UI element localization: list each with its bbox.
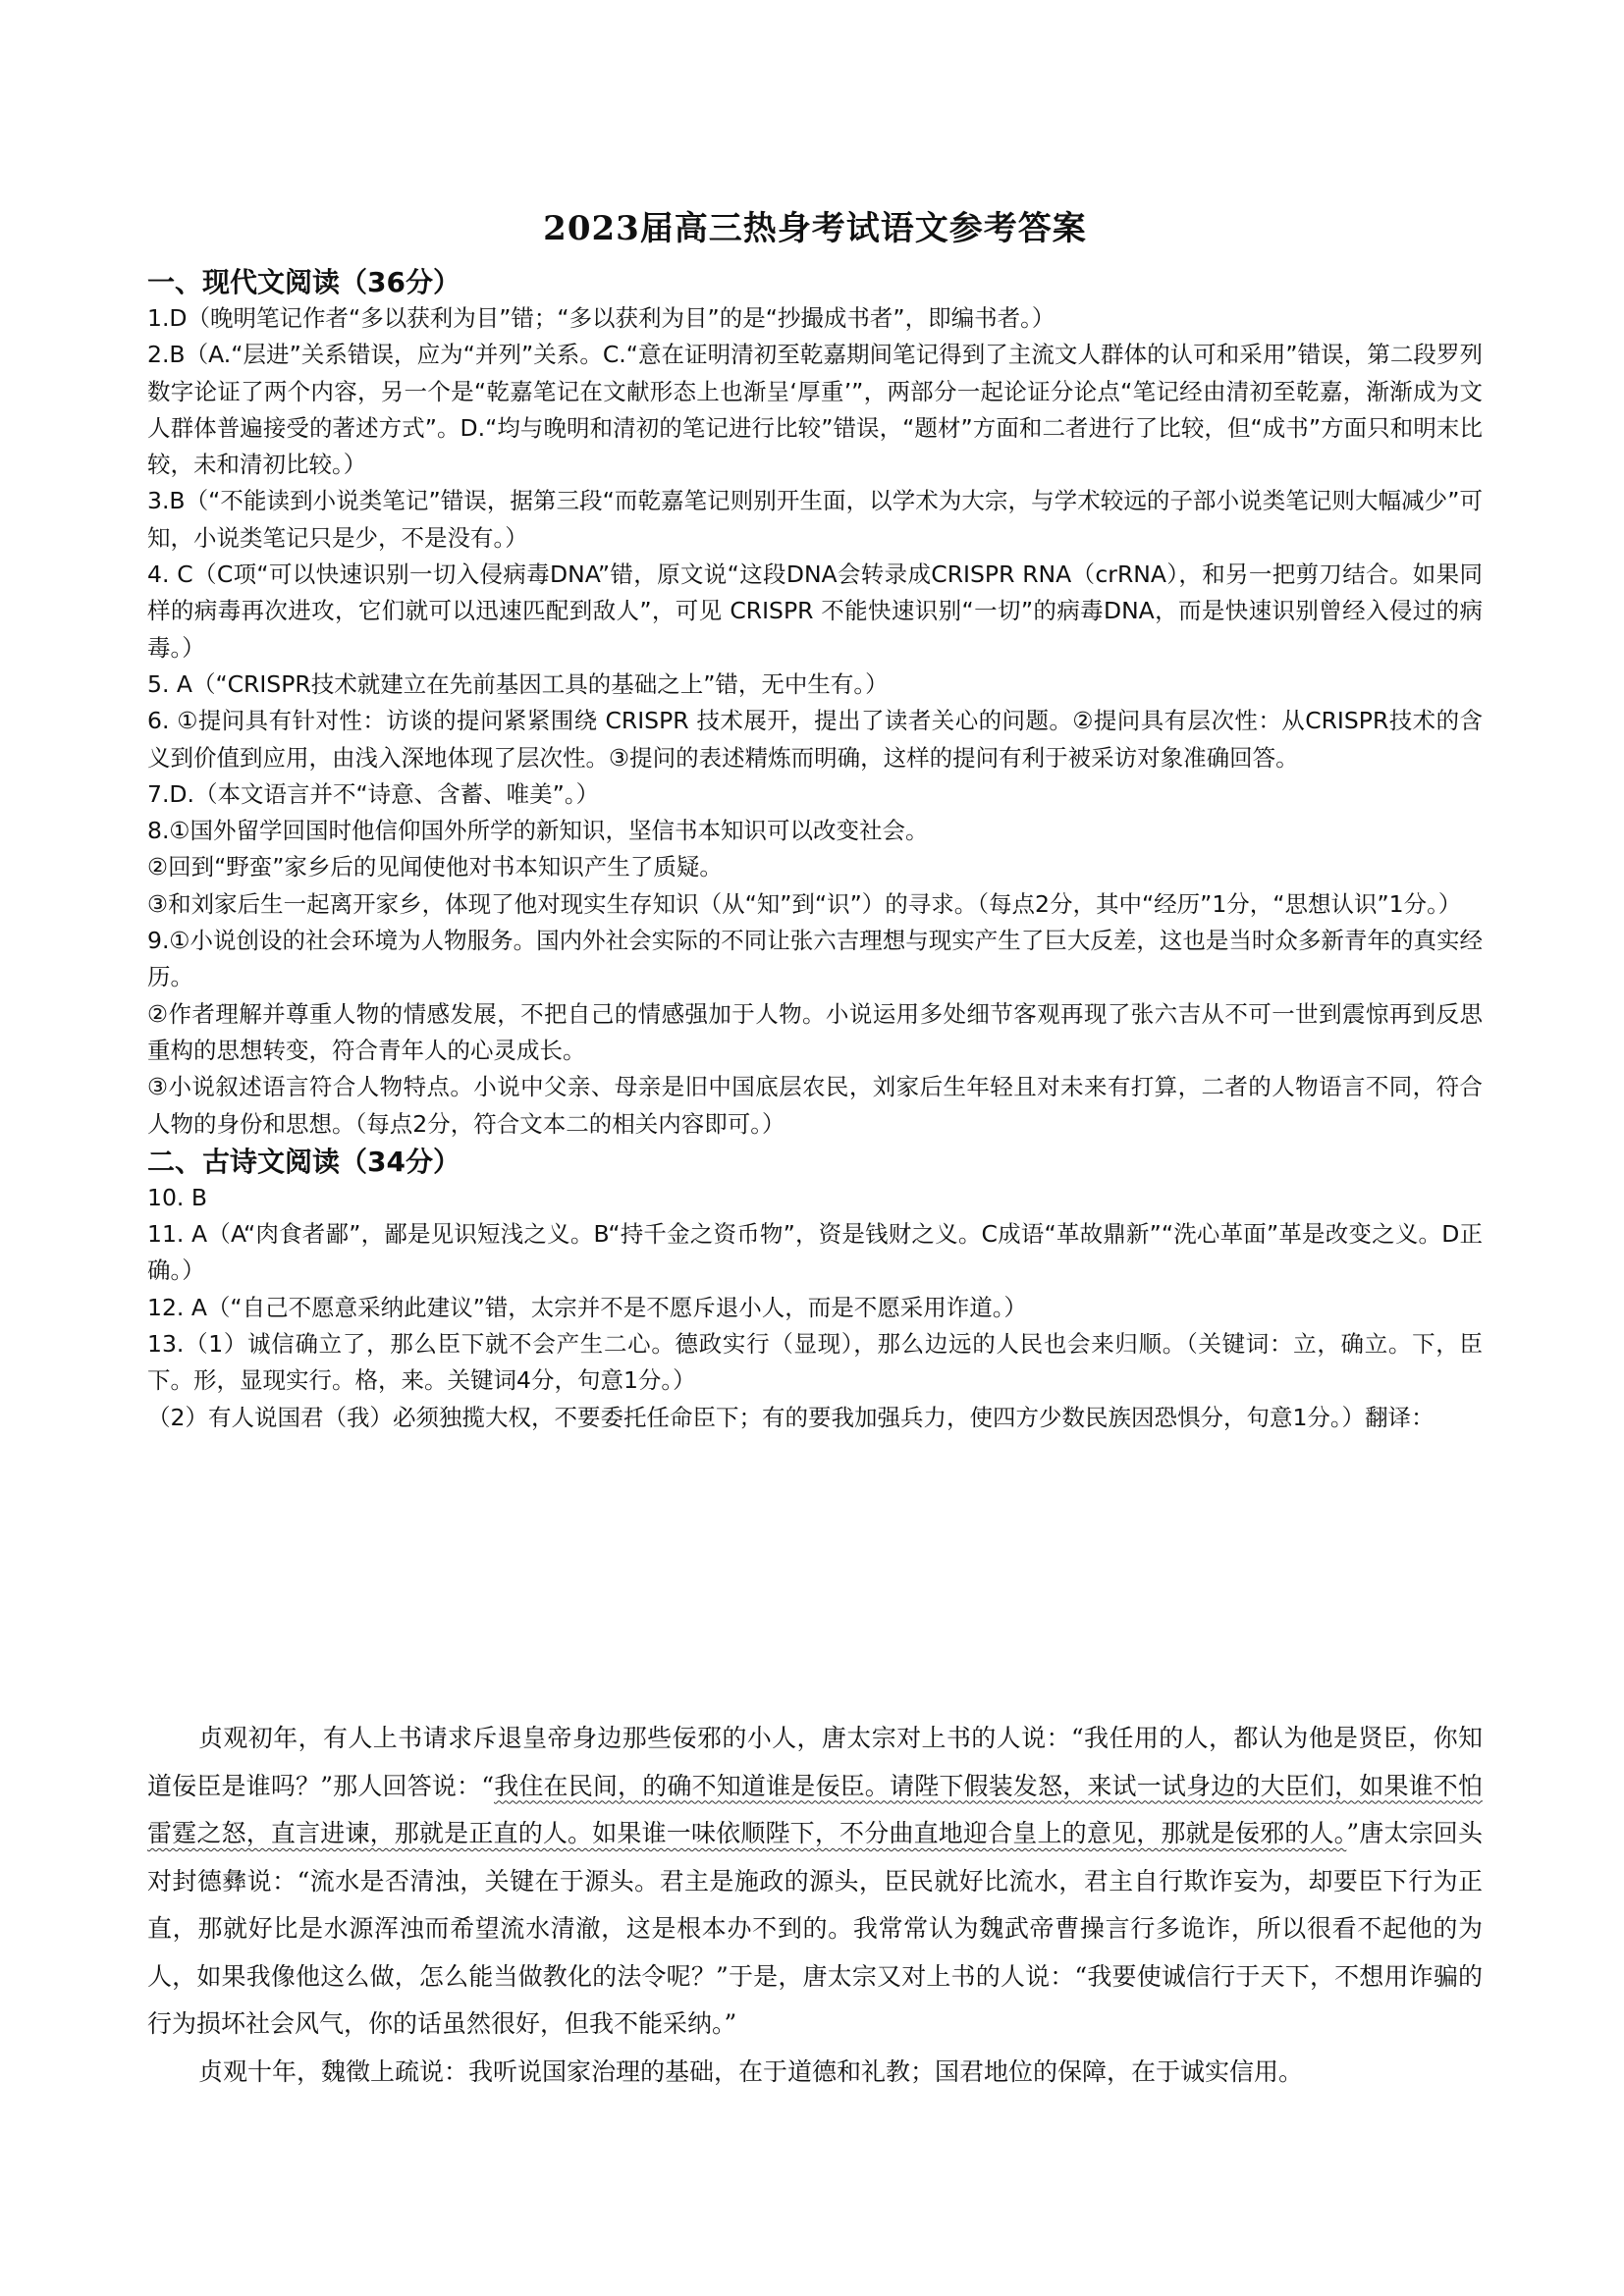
answer-item-4: 4. C（C项“可以快速识别一切入侵病毒DNA”错，原文说“这段DNA会转录成CRISPR RNA（crRNA），和另一把剪刀结合。如果同样的病毒再次进攻，它们就可以迅速匹配到敌人”，可见 CRISPR 不能快速识别“一切”的病毒DNA，而是快速识别曾经入侵过的病毒。） <box>147 561 1483 662</box>
answer-item-1: 1.D（晚明笔记作者“多以获利为目”错；“多以获利为目”的是“抄撮成书者”，即编书者。） <box>147 304 1056 332</box>
section-heading-modern-reading: 一、现代文阅读（36分） <box>147 266 460 298</box>
answer-item-2: 2.B（A.“层进”关系错误，应为“并列”关系。C.“意在证明清初至乾嘉期间笔记得到了主流文人群体的认可和采用”错误，第二段罗列数字论证了两个内容，另一个是“乾嘉笔记在文献形态上也渐呈‘厚重’”，两部分一起论证分论点“笔记经由清初至乾嘉，渐渐成为文人群体普遍接受的著述方式”。D.“均与晚明和清初的笔记进行比较”错误，“题材”方面和二者进行了比较，但“成书”方面只和明末比较，未和清初比较。） <box>147 341 1483 479</box>
translation-text-1a: 贞观初年，有人上书请求斥退皇帝身边那些佞邪的小人，唐太宗对上书的人说：“我任用的人，都认为他是贤臣，你知道佞臣是谁吗？”那人回答说：“ <box>147 1724 1483 1800</box>
answer-document <box>147 201 1483 1436</box>
answer-item-9-point-3: ③小说叙述语言符合人物特点。小说中父亲、母亲是旧中国底层农民，刘家后生年轻且对未来有打算，二者的人物语言不同，符合人物的身份和思想。（每点2分，符合文本二的相关内容即可。） <box>147 1073 1483 1138</box>
answer-item-8-point-1: 8.①国外留学回国时他信仰国外所学的新知识，坚信书本知识可以改变社会。 <box>147 817 929 845</box>
translation-underlined-text: 我住在民间，的确不知道谁是佞臣。请陛下假装发怒，来试一试身边的大臣们，如果谁不怕雷霆之怒，直言进谏，那就是正直的人。如果谁一味依顺陛下，不分曲直地迎合皇上的意见，那就是佞邪的人。 <box>147 1771 1483 1847</box>
answer-item-11: 11. A（A“肉食者鄙”，鄙是见识短浅之义。B“持千金之资币物”，资是钱财之义。C成语“革故鼎新”“洗心革面”革是改变之义。D正确。） <box>147 1220 1483 1285</box>
answer-item-13-part-2: （2）有人说国君（我）必须独揽大权，不要委托任命臣下；有的要我加强兵力，使四方少数民族因恐惧分，句意1分。）翻译： <box>147 1403 1435 1431</box>
section-modern-reading <box>147 265 1483 1143</box>
translation-paragraph-1 <box>147 1715 1483 2049</box>
section-classical-reading <box>147 1145 1483 1436</box>
section-heading-classical-reading: 二、古诗文阅读（34分） <box>147 1145 460 1178</box>
translation-section <box>147 1715 1483 2096</box>
document-title: 2023届高三热身考试语文参考答案 <box>543 209 1087 248</box>
answer-item-12: 12. A（“自己不愿意采纳此建议”错，太宗并不是不愿斥退小人，而是不愿采用诈道。） <box>147 1293 1028 1321</box>
translation-text-1b: ”唐太宗回头对封德彝说：“流水是否清浊，关键在于源头。君主是施政的源头，臣民就好比流水，君主自行欺诈妄为，却要臣下行为正直，那就好比是水源浑浊而希望流水清澈，这是根本办不到的。我常常认为魏武帝曹操言行多诡诈，所以很看不起他的为人，如果我像他这么做，怎么能当做教化的法令呢？”于是，唐太宗又对上书的人说：“我要使诚信行于天下，不想用诈骗的行为损坏社会风气，你的话虽然很好，但我不能采纳。” <box>147 1819 1483 2038</box>
answer-item-10: 10. B <box>147 1183 207 1211</box>
answer-item-3: 3.B（“不能读到小说类笔记”错误，据第三段“而乾嘉笔记则别开生面，以学术为大宗，与学术较远的子部小说类笔记则大幅减少”可知，小说类笔记只是少，不是没有。） <box>147 487 1483 552</box>
answer-item-13-part-1: 13.（1）诚信确立了，那么臣下就不会产生二心。德政实行（显现），那么边远的人民也会来归顺。（关键词：立，确立。下，臣下。形，显现实行。格，来。关键词4分，句意1分。） <box>147 1330 1483 1395</box>
answer-item-9-point-1: 9.①小说创设的社会环境为人物服务。国内外社会实际的不同让张六吉理想与现实产生了巨大反差，这也是当时众多新青年的真实经历。 <box>147 927 1483 991</box>
answer-item-9-point-2: ②作者理解并尊重人物的情感发展，不把自己的情感强加于人物。小说运用多处细节客观再现了张六吉从不可一世到震惊再到反思重构的思想转变，符合青年人的心灵成长。 <box>147 999 1483 1064</box>
answer-item-8-point-3: ③和刘家后生一起离开家乡，体现了他对现实生存知识（从“知”到“识”）的寻求。（每点2分，其中“经历”1分，“思想认识”1分。） <box>147 889 1462 918</box>
answer-item-5: 5. A（“CRISPR技术就建立在先前基因工具的基础之上”错，无中生有。） <box>147 669 889 698</box>
answer-item-7: 7.D.（本文语言并不“诗意、含蓄、唯美”。） <box>147 779 600 808</box>
translation-paragraph-2: 贞观十年，魏徵上疏说：我听说国家治理的基础，在于道德和礼教；国君地位的保障，在于诚实信用。 <box>198 2056 1304 2086</box>
answer-item-8-point-2: ②回到“野蛮”家乡后的见闻使他对书本知识产生了质疑。 <box>147 853 723 881</box>
answer-item-6: 6. ①提问具有针对性：访谈的提问紧紧围绕 CRISPR 技术展开，提出了读者关心的问题。②提问具有层次性：从CRISPR技术的含义到价值到应用，由浅入深地体现了层次性。③提问的表述精炼而明确，这样的提问有利于被采访对象准确回答。 <box>147 707 1483 772</box>
